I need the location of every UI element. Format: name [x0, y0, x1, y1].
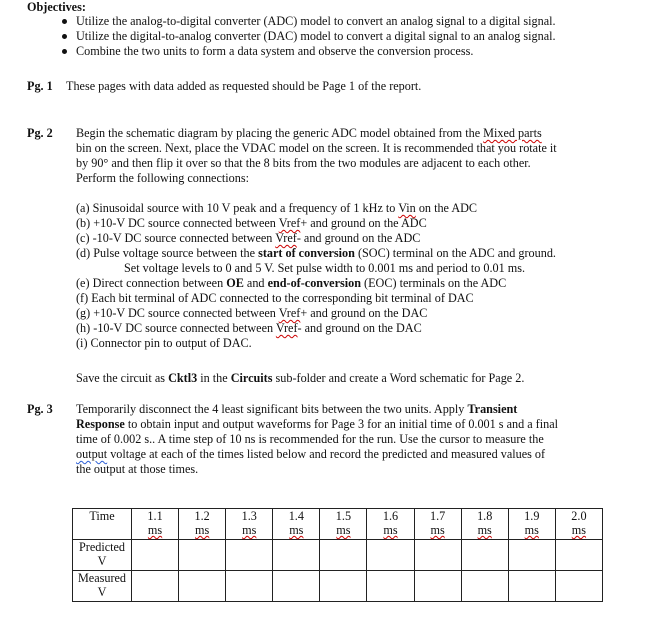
connection-g: (g) +10-V DC source connected between Vref+ and ground on the DAC [76, 306, 428, 320]
empty-cell[interactable] [226, 571, 273, 602]
bullet-icon [62, 34, 67, 39]
empty-cell[interactable] [555, 571, 602, 602]
empty-cell[interactable] [508, 540, 555, 571]
empty-cell[interactable] [179, 571, 226, 602]
empty-cell[interactable] [414, 571, 461, 602]
predicted-label: Predicted V [73, 540, 132, 571]
table-row-measured [73, 571, 603, 602]
connection-i: (i) Connector pin to output of DAC. [76, 336, 252, 350]
table-row-predicted [73, 540, 603, 571]
time-cell: 1.9 ms [508, 509, 555, 540]
pg3-text: Temporarily disconnect the 4 least significant bits between the two units. Apply Transient Response to obtain input and output waveforms for Page 3 for an initial time of 0.001 s and a final time of 0.002 s.. A time step of 10 ns is recommended for the run. Use the cursor to measure the output voltage at each of the times listed below and record the predicted and measured values of the output at those times. [76, 402, 559, 476]
empty-cell[interactable] [320, 540, 367, 571]
connection-a: (a) Sinusoidal source with 10 V peak and a frequency of 1 kHz to Vin on the ADC [76, 201, 478, 215]
empty-cell[interactable] [320, 571, 367, 602]
empty-cell[interactable] [508, 571, 555, 602]
time-cell: 1.4 ms [273, 509, 320, 540]
empty-cell[interactable] [461, 571, 508, 602]
empty-cell[interactable] [555, 540, 602, 571]
time-cell: 2.0 ms [555, 509, 602, 540]
mixed-parts-link: Mixed parts [483, 126, 542, 140]
pg3-label: Pg. 3 [27, 402, 53, 416]
empty-cell[interactable] [179, 540, 226, 571]
time-cell: 1.1 ms [132, 509, 179, 540]
objectives-heading: Objectives: [27, 0, 86, 14]
pg2-connections [76, 201, 556, 351]
time-cell: 1.7 ms [414, 509, 461, 540]
bullet-icon [62, 49, 67, 54]
empty-cell[interactable] [132, 540, 179, 571]
pg1-text: These pages with data added as requested should be Page 1 of the report. [66, 79, 422, 93]
time-cell: 1.2 ms [179, 509, 226, 540]
connection-h: (h) -10-V DC source connected between Vref- and ground on the DAC [76, 321, 422, 335]
pg2-save-instruction: Save the circuit as Cktl3 in the Circuits sub-folder and create a Word schematic for Page 2. [76, 371, 525, 385]
connection-e: (e) Direct connection between OE and end-of-conversion (EOC) terminals on the ADC [76, 276, 507, 290]
empty-cell[interactable] [273, 571, 320, 602]
connection-b: (b) +10-V DC source connected between Vref+ and ground on the ADC [76, 216, 427, 230]
empty-cell[interactable] [273, 540, 320, 571]
connection-d: (d) Pulse voltage source between the start of conversion (SOC) terminal on the ADC and ground. [76, 246, 556, 260]
measurement-table [72, 508, 603, 602]
bullet-icon [62, 19, 67, 24]
connection-d-levels: Set voltage levels to 0 and 5 V. Set pulse width to 0.001 ms and period to 0.01 ms. [124, 261, 526, 275]
empty-cell[interactable] [226, 540, 273, 571]
empty-cell[interactable] [461, 540, 508, 571]
pg2-intro: Begin the schematic diagram by placing the generic ADC model obtained from the Mixed parts bin on the screen. Next, place the VDAC model on the screen. It is recommended that you rotate it by 90° and then flip it over so that the 8 bits from the two modules are adjacent to each other. Perform the following connections: [76, 126, 557, 185]
time-cell: 1.5 ms [320, 509, 367, 540]
empty-cell[interactable] [367, 571, 414, 602]
time-cell: 1.3 ms [226, 509, 273, 540]
connection-f: (f) Each bit terminal of ADC connected to the corresponding bit terminal of DAC [76, 291, 474, 305]
time-cell: 1.6 ms [367, 509, 414, 540]
empty-cell[interactable] [414, 540, 461, 571]
empty-cell[interactable] [132, 571, 179, 602]
connection-c: (c) -10-V DC source connected between Vref- and ground on the ADC [76, 231, 421, 245]
measured-label: Measured V [73, 571, 132, 602]
pg2-label: Pg. 2 [27, 126, 53, 140]
pg1-label: Pg. 1 [27, 79, 53, 93]
empty-cell[interactable] [367, 540, 414, 571]
time-cell: 1.8 ms [461, 509, 508, 540]
table-header-row [73, 509, 603, 540]
time-header: Time [73, 509, 132, 540]
